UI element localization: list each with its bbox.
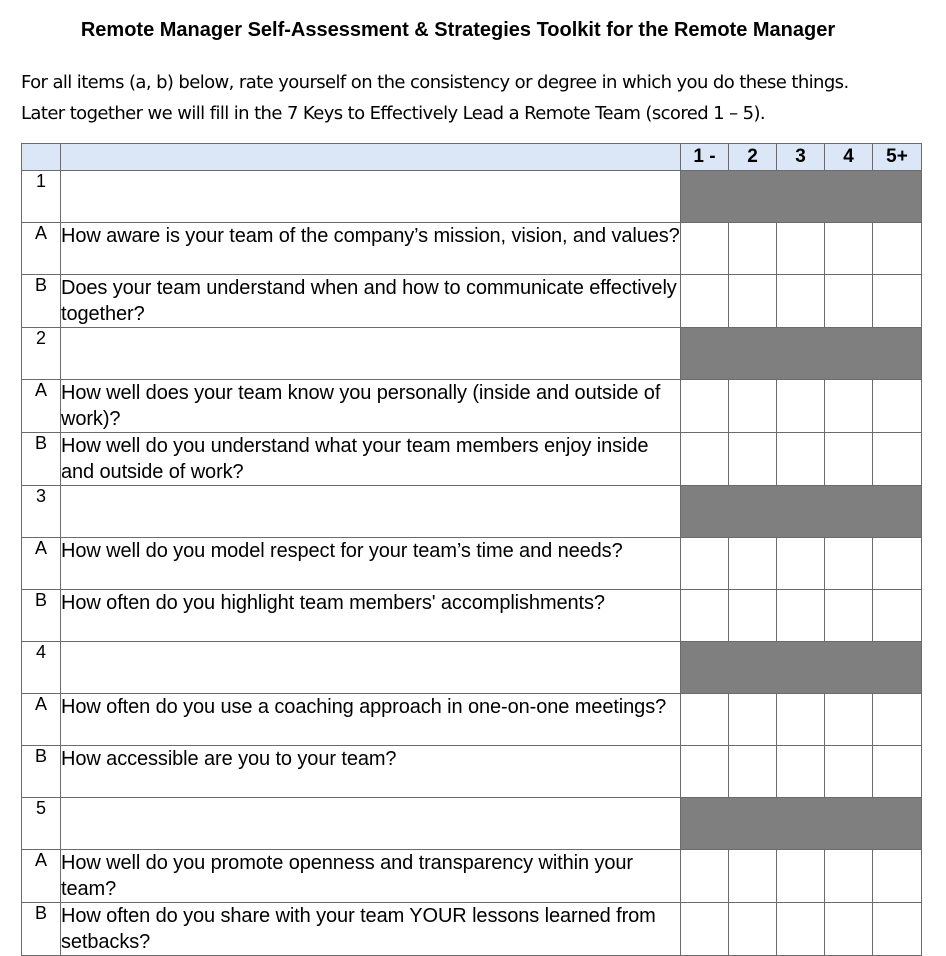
score-cell-1[interactable] [681,433,729,486]
question-row [22,850,922,903]
score-cell-5[interactable] [873,380,922,433]
header-id-cell [22,144,61,171]
score-header-4: 4 [825,144,873,171]
question-text: Does your team understand when and how to communicate effectively together? [61,275,681,328]
instructions [21,67,931,129]
table-body [22,171,922,956]
score-cell-3[interactable] [777,538,825,590]
section-number: 1 [22,171,61,223]
score-cell-4[interactable] [825,223,873,275]
score-header-3: 3 [777,144,825,171]
score-cell-2[interactable] [729,850,777,903]
score-header-2: 2 [729,144,777,171]
score-cell-5[interactable] [873,223,922,275]
question-text: How well do you promote openness and transparency within your team? [61,850,681,903]
score-cell-2[interactable] [729,380,777,433]
score-cell-4[interactable] [825,850,873,903]
header-row [22,144,922,171]
score-cell-2[interactable] [729,275,777,328]
score-cell-4[interactable] [825,433,873,486]
question-letter: A [22,538,61,590]
question-letter: A [22,223,61,275]
score-cell-4[interactable] [825,380,873,433]
score-cell-3[interactable] [777,275,825,328]
score-cell-5[interactable] [873,433,922,486]
section-number: 3 [22,486,61,538]
score-cell-5[interactable] [873,538,922,590]
key-entry-cell[interactable] [61,328,681,380]
question-letter: B [22,433,61,486]
shaded-score-block [681,798,922,850]
question-text: How well do you understand what your team members enjoy inside and outside of work? [61,433,681,486]
score-cell-5[interactable] [873,903,922,956]
score-cell-3[interactable] [777,694,825,746]
self-assessment-table [21,143,922,956]
shaded-score-block [681,486,922,538]
score-cell-1[interactable] [681,590,729,642]
question-letter: A [22,850,61,903]
section-row [22,328,922,380]
question-letter: B [22,275,61,328]
question-row [22,746,922,798]
key-entry-cell[interactable] [61,171,681,223]
score-cell-1[interactable] [681,538,729,590]
shaded-score-block [681,171,922,223]
page-title: Remote Manager Self-Assessment & Strategies Toolkit for the Remote Manager [80,19,836,41]
section-number: 2 [22,328,61,380]
section-row [22,798,922,850]
question-letter: B [22,903,61,956]
score-cell-2[interactable] [729,538,777,590]
instructions-line-1: For all items (a, b) below, rate yourself on the consistency or degree in which you do these things. [21,72,849,93]
score-cell-1[interactable] [681,903,729,956]
key-entry-cell[interactable] [61,486,681,538]
score-cell-1[interactable] [681,275,729,328]
question-row [22,538,922,590]
question-row [22,223,922,275]
score-cell-3[interactable] [777,223,825,275]
instructions-line-2: Later together we will fill in the 7 Keys to Effectively Lead a Remote Team (scored 1 – 5). [21,103,766,124]
score-cell-3[interactable] [777,380,825,433]
score-cell-2[interactable] [729,433,777,486]
question-text: How often do you highlight team members' accomplishments? [61,590,681,642]
shaded-score-block [681,328,922,380]
score-cell-4[interactable] [825,903,873,956]
score-cell-5[interactable] [873,850,922,903]
question-letter: B [22,746,61,798]
score-cell-4[interactable] [825,590,873,642]
question-text: How accessible are you to your team? [61,746,681,798]
question-letter: A [22,380,61,433]
score-cell-1[interactable] [681,850,729,903]
score-header-1: 1 - [681,144,729,171]
score-cell-3[interactable] [777,746,825,798]
score-cell-2[interactable] [729,590,777,642]
score-cell-2[interactable] [729,223,777,275]
score-cell-5[interactable] [873,275,922,328]
score-cell-1[interactable] [681,380,729,433]
score-cell-3[interactable] [777,903,825,956]
score-cell-3[interactable] [777,433,825,486]
score-cell-2[interactable] [729,746,777,798]
score-cell-3[interactable] [777,850,825,903]
score-cell-4[interactable] [825,275,873,328]
section-row [22,642,922,694]
question-text: How well does your team know you personally (inside and outside of work)? [61,380,681,433]
score-header-5: 5+ [873,144,922,171]
score-cell-2[interactable] [729,903,777,956]
score-cell-4[interactable] [825,694,873,746]
section-row [22,486,922,538]
question-letter: A [22,694,61,746]
section-number: 5 [22,798,61,850]
question-text: How well do you model respect for your team’s time and needs? [61,538,681,590]
question-text: How often do you share with your team YOUR lessons learned from setbacks? [61,903,681,956]
score-cell-1[interactable] [681,223,729,275]
question-text: How aware is your team of the company’s mission, vision, and values? [61,223,681,275]
question-row [22,694,922,746]
score-cell-1[interactable] [681,746,729,798]
key-entry-cell[interactable] [61,798,681,850]
score-cell-5[interactable] [873,694,922,746]
header-question-cell [61,144,681,171]
question-row [22,275,922,328]
question-row [22,903,922,956]
question-row [22,590,922,642]
question-letter: B [22,590,61,642]
score-cell-4[interactable] [825,538,873,590]
question-row [22,433,922,486]
score-cell-2[interactable] [729,694,777,746]
section-row [22,171,922,223]
section-number: 4 [22,642,61,694]
key-entry-cell[interactable] [61,642,681,694]
question-text: How often do you use a coaching approach in one-on-one meetings? [61,694,681,746]
score-cell-1[interactable] [681,694,729,746]
question-row [22,380,922,433]
shaded-score-block [681,642,922,694]
score-cell-4[interactable] [825,746,873,798]
score-cell-3[interactable] [777,590,825,642]
score-cell-5[interactable] [873,590,922,642]
score-cell-5[interactable] [873,746,922,798]
